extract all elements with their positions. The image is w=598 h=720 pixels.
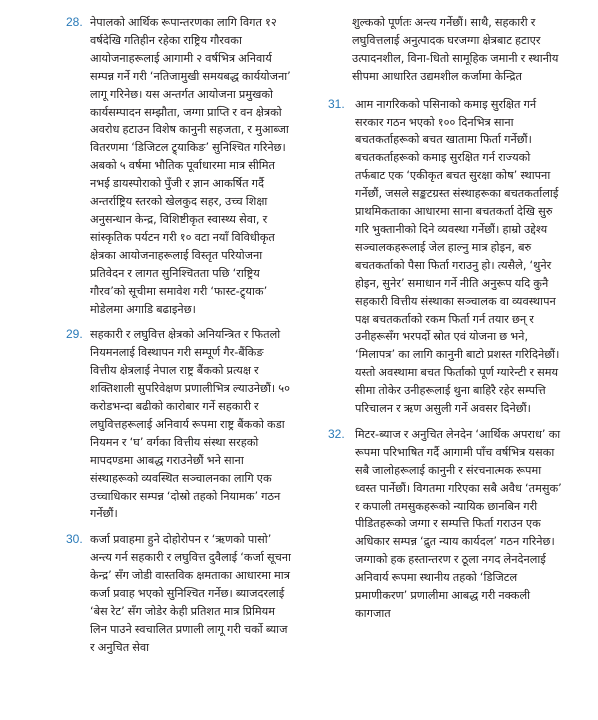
list-item — [300, 426, 562, 623]
item-number: 31. — [328, 96, 345, 111]
left-column — [38, 14, 292, 657]
item-number: 32. — [328, 426, 345, 441]
list-item — [38, 531, 292, 656]
item-text: सहकारी र लघुवित्त क्षेत्रको अनियन्त्रित र फितलो नियमनलाई विस्थापन गरी सम्पूर्ण गैर-बैंकिङ वित्तीय क्षेत्रलाई नेपाल राष्ट्र बैंकको प्रत्यक्ष र शक्तिशाली सुपरिवेक्षण प्रणालीभित्र ल्याउनेछौं। ५० करोडभन्दा बढीको कारोबार गर्ने सहकारी र लघुवित्तहरूलाई अनिवार्य रूपमा राष्ट्र बैंकको कडा नियमन र ‘घ’ वर्गका वित्तीय संस्था सरहको मापदण्डमा आबद्ध गराउनेछौं भने साना संस्थाहरूको व्यवस्थित सञ्चालनका लागि एक उच्चाधिकार सम्पन्न ‘दोस्रो तहको नियामक’ गठन गर्नेछौं। — [90, 328, 290, 521]
item-text: आम नागरिकको पसिनाको कमाइ सुरक्षित गर्न सरकार गठन भएको १०० दिनभित्र साना बचतकर्ताहरूको बचत खातामा फिर्ता गर्नेछौं। बचतकर्ताहरूको कमाइ सुरक्षित गर्न राज्यको तर्फबाट एक ‘एकीकृत बचत सुरक्षा कोष’ स्थापना गर्नेछौं, जसले सङ्कटग्रस्त संस्थाहरूका बचतकर्तालाई प्राथमिकताका आधारमा साना बचतकर्ता देखि सुरु गरि भुक्तानीको दिने व्यवस्था गर्नेछौं। हाम्रो उद्देश्य सञ्चालकहरूलाई जेल हाल्नु मात्र होइन, बरु बचतकर्ताको पैसा फिर्ता गराउनु हो। त्यसैले, ‘थुनेर होइन, सुनेर’ समाधान गर्ने नीति अनुरूप यदि कुनै सहकारी वित्तीय संस्थाका सञ्चालक वा व्यवस्थापन पक्ष बचतकर्ताको रकम फिर्ता गर्न तयार छन् र उनीहरूसँग भरपर्दो स्रोत एवं योजना छ भने, ‘मिलापत्र’ का लागि कानुनी बाटो प्रशस्त गरिदिनेछौं। यस्तो अवस्थामा बचत फिर्ताको पूर्ण ग्यारेन्टी र समय सीमा तोकेर उनीहरूलाई थुना बाहिरै रहेर सम्पत्ति परिचालन र ऋण असुली गर्ने अवसर दिनेछौं। — [355, 97, 560, 416]
continued-text: शुल्कको पूर्णतः अन्त्य गर्नेछौं। साथै, सहकारी र लघुवित्तलाई अनुत्पादक घरजग्गा क्षेत्रबाट हटाएर उत्पादनशील, विना-धितो सामूहिक जमानी र स्थानीय सीपमा आधारित उद्यमशील कर्जामा केन्द्रित — [352, 16, 559, 83]
item-number: 30. — [66, 532, 83, 547]
list-item — [300, 96, 562, 418]
item-text: नेपालको आर्थिक रूपान्तरणका लागि विगत १२ वर्षदेखि गतिहीन रहेका राष्ट्रिय गौरवका आयोजनाहरूलाई आगामी २ वर्षभित्र अनिवार्य सम्पन्न गर्ने गरी ‘नतिजामुखी समयबद्ध कार्ययोजना’ लागू गरिनेछ। यस अन्तर्गत आयोजना प्रमुखको कार्यसम्पादन सम्झौता, जग्गा प्राप्ति र वन क्षेत्रको अवरोध हटाउन विशेष कानुनी सहजता, र मुआब्जा वितरणमा ‘डिजिटल ट्र्याकिङ’ सुनिश्चित गरिनेछ। अबको ५ वर्षमा भौतिक पूर्वाधारमा मात्र सीमित नभई डायस्पोराको पुँजी र ज्ञान आकर्षित गर्दै अन्तर्राष्ट्रिय स्तरको खेलकुद सहर, उच्च शिक्षा अनुसन्धान केन्द्र, विशिष्टीकृत स्वास्थ्य सेवा, र सांस्कृतिक पर्यटन गरी १० वटा नयाँ विविधीकृत क्षेत्रका आयोजनाहरूलाई विस्तृत परियोजना प्रतिवेदन र लागत सुनिश्चितता पछि ‘राष्ट्रिय गौरव’को सूचीमा समावेश गरी ‘फास्ट-ट्र्याक’ मोडेलमा अगाडि बढाइनेछ। — [90, 16, 291, 316]
list-item — [38, 326, 292, 523]
item-number: 29. — [66, 327, 83, 342]
item-text: मिटर-ब्याज र अनुचित लेनदेन ‘आर्थिक अपराध’ का रूपमा परिभाषित गर्दै आगामी पाँच वर्षभित्र यसका सबै जालोहरूलाई कानुनी र संरचनात्मक रूपमा ध्वस्त पार्नेछौं। विगतमा गरिएका सबै अवैध ‘तमसुक’ र कपाली तमसुकहरूको न्यायिक छानबिन गरी पीडितहरूको जग्गा र सम्पत्ति फिर्ता गराउन एक अधिकार सम्पन्न ‘द्रुत न्याय कार्यदल’ गठन गरिनेछ। जग्गाको हक हस्तान्तरण र ठूला नगद लेनदेनलाई अनिवार्य रूपमा स्थानीय तहको ‘डिजिटल प्रमाणीकरण’ प्रणालीमा आबद्ध गरी नक्कली कागजात — [355, 427, 562, 620]
item-number: 28. — [66, 15, 83, 29]
right-column — [300, 14, 562, 623]
list-item — [38, 14, 292, 318]
continued-item — [300, 14, 562, 86]
item-text: कर्जा प्रवाहमा हुने दोहोरोपन र ‘ऋणको पासो’ अन्त्य गर्न सहकारी र लघुवित्त दुवैलाई ‘कर्जा सूचना केन्द्र’ सँग जोडी वास्तविक क्षमताका आधारमा मात्र कर्जा प्रवाह भएको सुनिश्चित गर्नेछ। ब्याजदरलाई ‘बेस रेट’ सँग जोडेर केही प्रतिशत मात्र प्रिमियम लिन पाउने स्वचालित प्रणाली लागू गरी चर्को ब्याज र अनुचित सेवा — [90, 533, 291, 654]
